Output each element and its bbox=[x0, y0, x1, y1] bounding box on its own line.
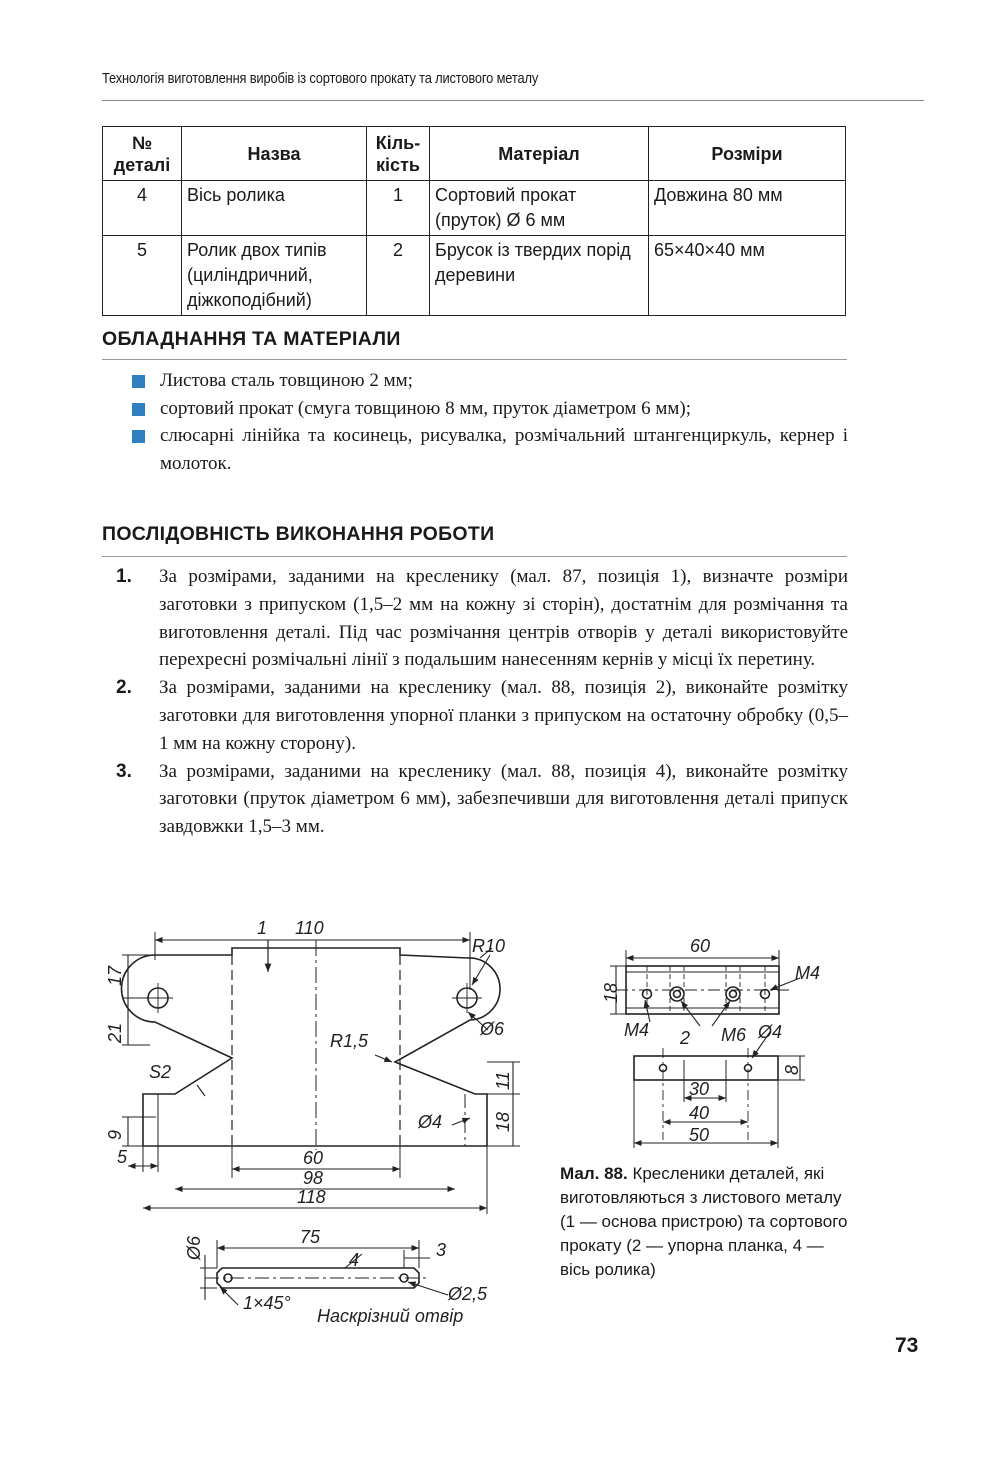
part4-chamfer: 1×45° bbox=[243, 1293, 291, 1313]
col-header-size: Розміри bbox=[649, 127, 846, 181]
part2-dim-30: 30 bbox=[689, 1079, 710, 1099]
part2-dim-50: 50 bbox=[689, 1125, 710, 1145]
cell-material: Сортовий прокат (пруток) Ø 6 мм bbox=[430, 181, 649, 236]
caption-lead: Мал. 88. bbox=[560, 1164, 628, 1183]
part1-dim-17: 17 bbox=[105, 965, 125, 986]
part1-radius-15: R1,5 bbox=[330, 1031, 369, 1051]
list-item-text: слюсарні лінійка та косинець, рисувалка, розмічальний штангенциркуль, кернер і молоток. bbox=[160, 425, 848, 474]
cell-no: 4 bbox=[103, 181, 182, 236]
step-text: За розмірами, заданими на кресленику (мал. 88, позиція 2), виконайте розмітку заготовки для виготовлення упорної планки з припуском на остаточну обробку (0,5–1 мм на кожну сторону). bbox=[159, 677, 848, 754]
part1-outline bbox=[121, 948, 500, 1146]
procedure-title: ПОСЛІДОВНІСТЬ ВИКОНАННЯ РОБОТИ bbox=[102, 523, 495, 545]
part1-hole-dia-6: Ø6 bbox=[480, 1019, 505, 1039]
step-text: За розмірами, заданими на кресленику (мал. 88, позиція 4), виконайте розмітку заготовки (пруток діаметром 6 мм), забезпечивши для виготовлення деталі припуск завдовжки 1,5–3 мм. bbox=[159, 760, 848, 838]
part4-dia-6: Ø6 bbox=[184, 1235, 204, 1260]
page-number: 73 bbox=[895, 1334, 919, 1357]
cell-material: Брусок із твердих порід деревини bbox=[430, 236, 649, 316]
col-header-qty: Кількість bbox=[367, 127, 430, 181]
part1-dim-18: 18 bbox=[493, 1111, 513, 1132]
part1-thickness-s2: S2 bbox=[149, 1062, 172, 1082]
part1-hole-dia-4: Ø4 bbox=[418, 1112, 443, 1132]
step-number: 2. bbox=[116, 677, 132, 699]
part2-hole-dia-4: Ø4 bbox=[758, 1022, 783, 1042]
part2-length-60: 60 bbox=[690, 936, 711, 956]
step-text: За розмірами, заданими на кресленику (мал. 87, позиція 1), визначте розміри заготовки з припуском (1,5–2 мм на кожну зі сторін), достатнім для розмічання та виготовлення деталі. Під час розмічання центрів отворів у деталі використовуйте перехресні розмічальні лінії з подальшим нанесенням кернів у місці їх перетину. bbox=[159, 566, 848, 671]
cell-qty: 2 bbox=[367, 236, 430, 316]
equipment-title: ОБЛАДНАННЯ ТА МАТЕРІАЛИ bbox=[102, 328, 401, 350]
part1-radius-10: R10 bbox=[472, 936, 506, 956]
part4-through-hole-note: Наскрізний отвір bbox=[317, 1306, 464, 1326]
figure-caption bbox=[560, 1162, 850, 1282]
part1-length-110: 110 bbox=[295, 918, 324, 938]
list-item-text: Листова сталь товщиною 2 мм; bbox=[160, 370, 413, 391]
cell-qty: 1 bbox=[367, 181, 430, 236]
part1-dim-11: 11 bbox=[493, 1071, 513, 1090]
part2-dim-18: 18 bbox=[601, 982, 621, 1003]
step-number: 3. bbox=[116, 760, 132, 782]
cell-size: 65×40×40 мм bbox=[649, 236, 846, 316]
col-header-no: № деталі bbox=[103, 127, 182, 181]
list-item-text: сортовий прокат (смуга товщиною 8 мм, пруток діаметром 6 мм); bbox=[160, 397, 692, 419]
part1-dim-21: 21 bbox=[105, 1022, 125, 1043]
part2-side-view bbox=[634, 1056, 778, 1080]
cell-size: Довжина 80 мм bbox=[649, 181, 846, 236]
cell-no: 5 bbox=[103, 236, 182, 316]
col-header-material: Матеріал bbox=[430, 127, 649, 181]
part2-thread-m6: M6 bbox=[721, 1025, 747, 1045]
part2-dim-8: 8 bbox=[782, 1064, 802, 1075]
part1-dim-60: 60 bbox=[303, 1148, 324, 1168]
part2-thread-m4-top: M4 bbox=[795, 963, 821, 983]
cell-name: Ролик двох типів (циліндричний, діжкоподібний) bbox=[182, 236, 367, 316]
part2-thread-m4-left: M4 bbox=[624, 1020, 650, 1040]
part2-position-label: 2 bbox=[680, 1028, 691, 1048]
part4-dim-3: 3 bbox=[436, 1240, 447, 1260]
step-number: 1. bbox=[116, 566, 132, 587]
part1-dim-5: 5 bbox=[117, 1147, 128, 1167]
part4-drawing bbox=[200, 1240, 448, 1305]
cell-name: Вісь ролика bbox=[182, 181, 367, 236]
part4-labels bbox=[184, 1227, 488, 1326]
part4-hole-dia-25: Ø2,5 bbox=[448, 1284, 488, 1304]
part2-dim-40: 40 bbox=[689, 1103, 710, 1123]
part1-labels bbox=[105, 918, 513, 1207]
part1-position-label: 1 bbox=[257, 918, 268, 938]
part4-length-75: 75 bbox=[300, 1227, 321, 1247]
part1-dim-9: 9 bbox=[105, 1129, 125, 1140]
part1-dim-98: 98 bbox=[303, 1168, 324, 1188]
running-head: Технологія виготовлення виробів із сортового прокату та листового металу bbox=[102, 70, 539, 87]
col-header-name: Назва bbox=[182, 127, 367, 181]
caption-text: Кресленики деталей, які виготовляються з листового металу (1 — основа пристрою) та сортового прокату (2 — упорна планка, 4 — вісь ролика) bbox=[560, 1164, 848, 1279]
part4-position-label: 4 bbox=[349, 1250, 360, 1270]
part1-dim-118: 118 bbox=[297, 1187, 326, 1207]
